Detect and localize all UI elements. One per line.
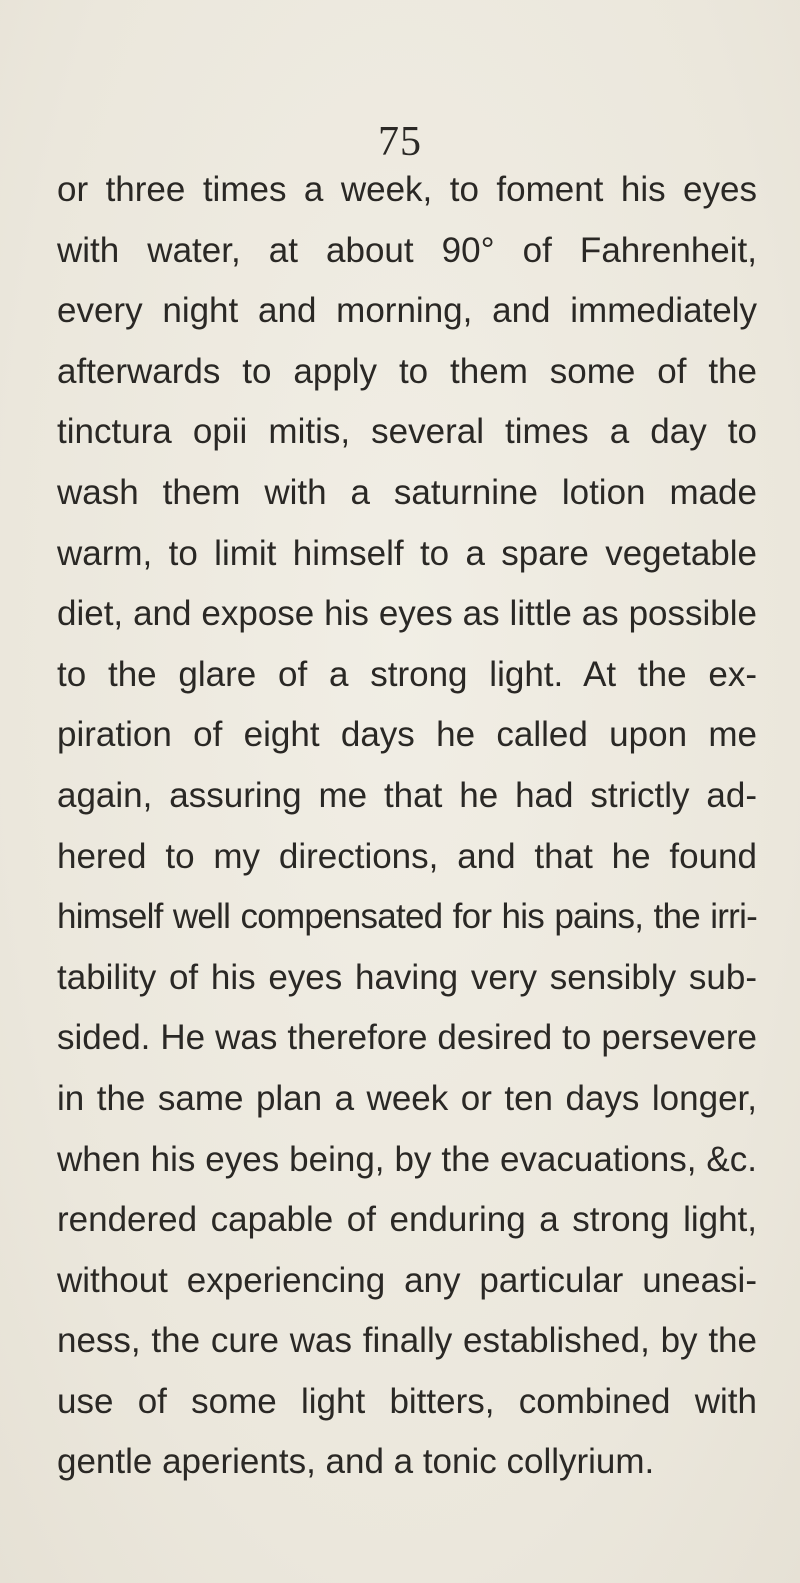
- text-line: tinctura opii mitis, several times a day to: [57, 412, 757, 452]
- text-line: in the same plan a week or ten days longer,: [57, 1078, 757, 1118]
- text-line: rendered capable of enduring a strong light,: [57, 1200, 757, 1240]
- text-line: himself well compensated for his pains, the irri-: [57, 897, 757, 937]
- text-line: without experiencing any particular uneasi-: [57, 1260, 757, 1300]
- text-line: sided. He was therefore desired to persevere: [57, 1018, 757, 1058]
- text-line: again, assuring me that he had strictly ad-: [57, 775, 757, 815]
- text-line: use of some light bitters, combined with: [57, 1381, 757, 1421]
- text-line: piration of eight days he called upon me: [57, 715, 757, 755]
- text-line: hered to my directions, and that he found: [57, 836, 757, 876]
- text-line: every night and morning, and immediately: [57, 291, 757, 331]
- text-line: ness, the cure was finally established, by the: [57, 1321, 757, 1361]
- text-line: tability of his eyes having very sensibly sub-: [57, 957, 757, 997]
- text-line: diet, and expose his eyes as little as possible: [57, 594, 757, 634]
- text-line: or three times a week, to foment his eyes: [57, 170, 757, 209]
- body-text: [57, 160, 757, 1493]
- page-number: 75: [378, 119, 422, 165]
- text-line: gentle aperients, and a tonic collyrium.: [57, 1442, 655, 1482]
- text-line: warm, to limit himself to a spare vegetable: [57, 533, 757, 573]
- text-line: when his eyes being, by the evacuations, &c.: [57, 1139, 757, 1179]
- text-line: afterwards to apply to them some of the: [57, 351, 757, 391]
- text-line: to the glare of a strong light. At the ex-: [57, 654, 757, 694]
- text-line: wash them with a saturnine lotion made: [57, 472, 757, 512]
- text-line: with water, at about 90° of Fahrenheit,: [57, 230, 757, 270]
